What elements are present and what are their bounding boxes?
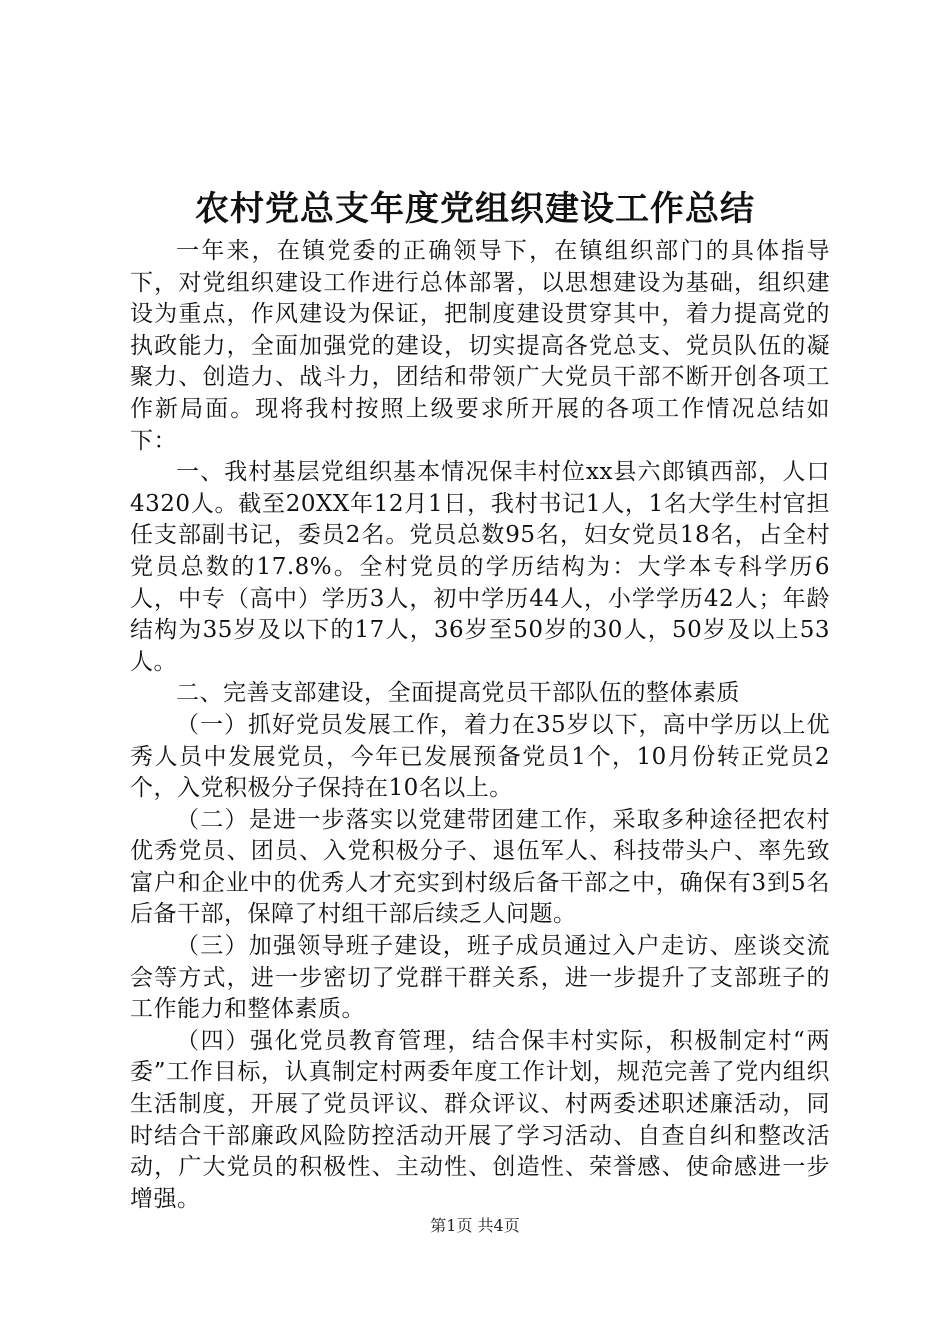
paragraph-item-1: （一）抓好党员发展工作，着力在35岁以下，高中学历以上优秀人员中发展党员，今年已发展预备党员1个，10月份转正党员2个，入党积极分子保持在10名以上。 [130, 711, 830, 802]
paragraph-intro: 一年来，在镇党委的正确领导下，在镇组织部门的具体指导下，对党组织建设工作进行总体部署，以思想建设为基础，组织建设为重点，作风建设为保证，把制度建设贯穿其中，着力提高党的执政能力，全面加强党的建设，切实提高各党总支、党员队伍的凝聚力、创造力、战斗力，团结和带领广大党员干部不断开创各项工作新局面。现将我村按照上级要求所开展的各项工作情况总结如下： [130, 238, 830, 454]
paragraph-section-2-heading: 二、完善支部建设，全面提高党员干部队伍的整体素质 [176, 680, 740, 707]
document-body [130, 236, 830, 1215]
page-number-footer: 第1页 共4页 [430, 1216, 520, 1235]
paragraph-item-3: （三）加强领导班子建设，班子成员通过入户走访、座谈交流会等方式，进一步密切了党群干群关系，进一步提升了支部班子的工作能力和整体素质。 [130, 933, 830, 1023]
paragraph-item-4: （四）强化党员教育管理，结合保丰村实际，积极制定村“两委”工作目标，认真制定村两委年度工作计划，规范完善了党内组织生活制度，开展了党员评议、群众评议、村两委述职述廉活动，同时结合干部廉政风险防控活动开展了学习活动、自查自纠和整改活动，广大党员的积极性、主动性、创造性、荣誉感、使命感进一步增强。 [130, 1027, 830, 1212]
paragraph-item-2: （二）是进一步落实以党建带团建工作，采取多种途径把农村优秀党员、团员、入党积极分子、退伍军人、科技带头户、率先致富户和企业中的优秀人才充实到村级后备干部之中，确保有3到5名后备干部，保障了村组干部后续乏人问题。 [130, 806, 830, 928]
paragraph-section-1: 一、我村基层党组织基本情况保丰村位xx县六郎镇西部，人口4320人。截至20XX年12月1日，我村书记1人，1名大学生村官担任支部副书记，委员2名。党员总数95名，妇女党员18名，占全村党员总数的17.8%。全村党员的学历结构为：大学本专科学历6人，中专（高中）学历3人，初中学历44人，小学学历42人；年龄结构为35岁及以下的17人，36岁至50岁的30人，50岁及以上53人。 [130, 459, 830, 675]
document-title: 农村党总支年度党组织建设工作总结 [195, 189, 755, 229]
